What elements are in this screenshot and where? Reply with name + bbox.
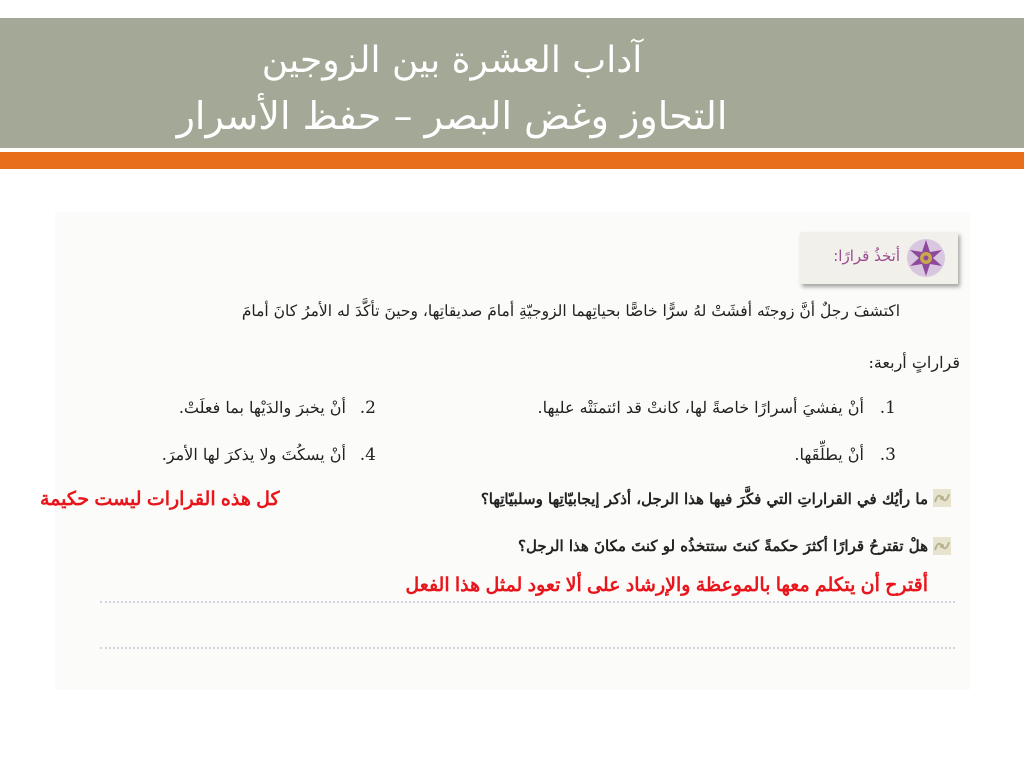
question-1: ما رأيُك في القراراتِ التي فكَّرَ فيها هذا الرجل، أذكر إيجابيّاتِها وسلبيّاتِها؟ [480, 490, 928, 508]
option-1-number: 1. [879, 398, 896, 418]
answer-line-1 [100, 601, 955, 603]
story-line-1: اكتشفَ رجلٌ أنَّ زوجتَه أفشَتْ لهُ سرًّا خاصًّا بحياتِهما الزوجيّةِ أمامَ صديقاتِها، وحينَ تأكَّدَ له الأمرُ كانَ أمامَ [241, 302, 900, 320]
option-4-text: أنْ يسكُتَ ولا يذكرَ لها الأمرَ. [161, 445, 346, 464]
decision-badge [800, 232, 958, 284]
accent-bar [0, 152, 1024, 169]
slide-title-line2: التحاوز وغض البصر – حفظ الأسرار [176, 94, 728, 138]
option-2-number: 2. [359, 398, 376, 418]
ornament-star-icon [904, 237, 948, 279]
title-bar [0, 18, 1024, 148]
answer-1: كل هذه القرارات ليست حكيمة [40, 489, 280, 510]
answer-line-2 [100, 647, 955, 649]
option-2-text: أنْ يخبرَ والدَيْها بما فعلَتْ. [178, 398, 346, 417]
option-3-text: أنْ يطلِّقَها. [794, 445, 864, 464]
question-ornament-icon [932, 536, 952, 556]
slide-title-line1: آداب العشرة بين الزوجين [261, 40, 643, 81]
question-ornament-icon [932, 488, 952, 508]
question-2: هلْ تقترحُ قرارًا أكثرَ حكمةً كنتَ ستتخذُه لو كنتَ مكانَ هذا الرجل؟ [518, 537, 928, 555]
story-line-2: قراراتٍ أربعة: [868, 353, 960, 372]
option-1-text: أنْ يفشيَ أسرارًا خاصةً لها، كانتْ قد ائتمنَتْه عليها. [537, 398, 864, 417]
answer-2: أقترح أن يتكلم معها بالموعظة والإرشاد على ألا تعود لمثل هذا الفعل [405, 575, 928, 596]
option-4-number: 4. [359, 445, 376, 465]
badge-label: أتخذُ قرارًا: [833, 247, 900, 265]
option-3-number: 3. [879, 445, 896, 465]
